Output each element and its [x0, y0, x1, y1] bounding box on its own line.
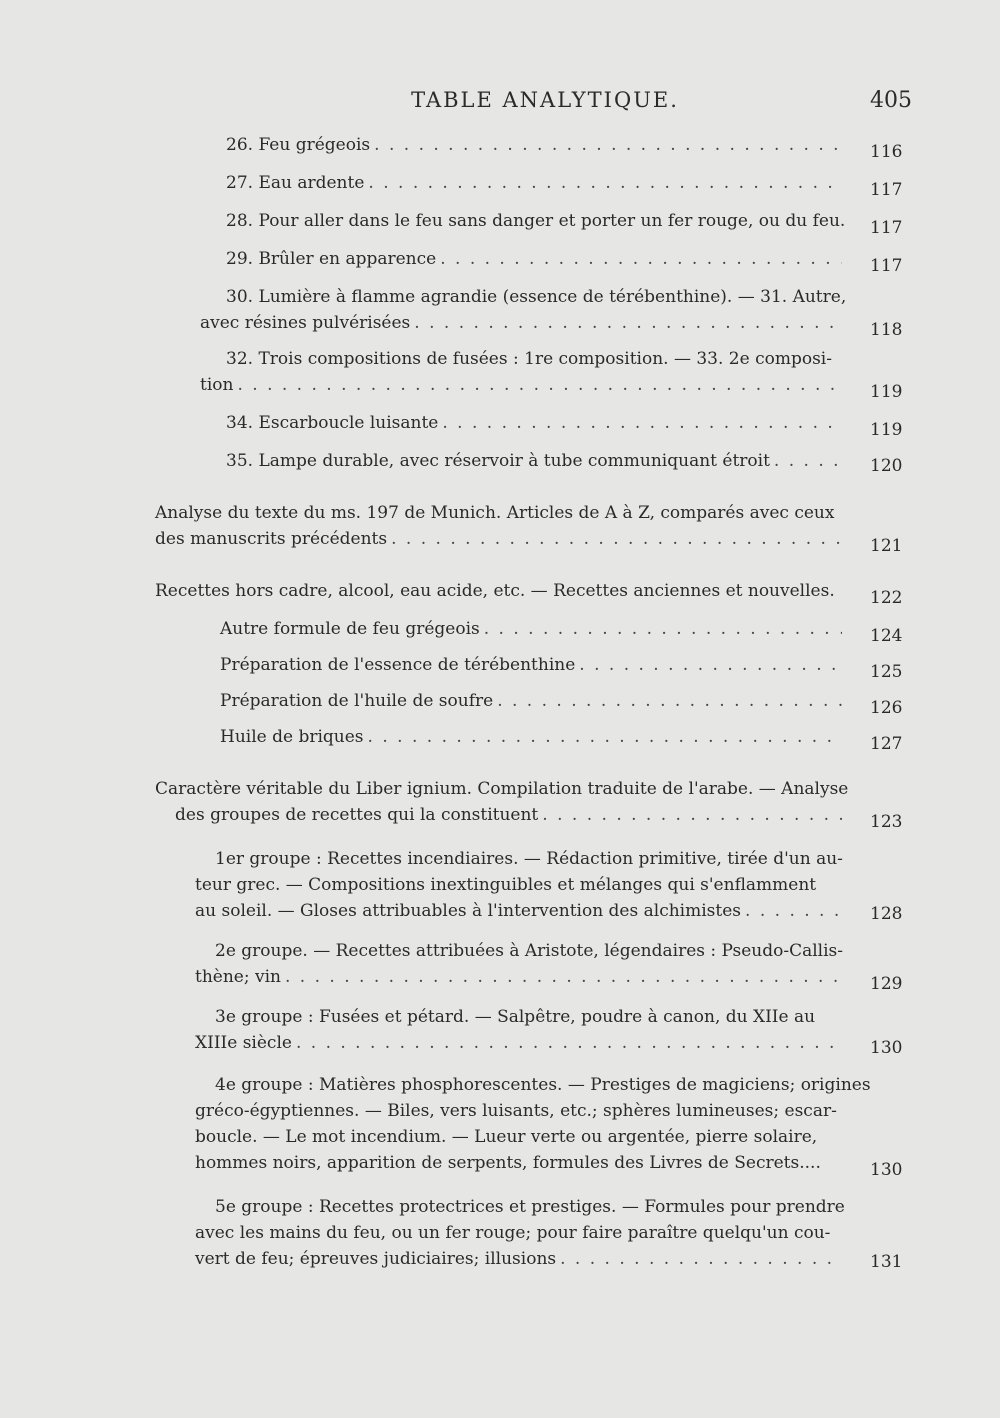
toc-entry: 30. Lumière à flamme agrandie (essence de térébenthine). — 31. Autre, avec résines pulvérisées . . . [200, 284, 846, 336]
toc-page-ref: 131 [870, 1252, 903, 1272]
running-title: TABLE ANALYTIQUE. [411, 88, 679, 112]
toc-page-ref: 123 [870, 812, 903, 832]
toc-page-ref: 129 [870, 974, 903, 994]
toc-entry: 29. Brûler en apparence . . . [226, 246, 846, 272]
toc-entry: Préparation de l'essence de térébenthine . . . [220, 652, 846, 678]
toc-page-ref: 128 [870, 904, 903, 924]
toc-page-ref: 122 [870, 588, 903, 608]
toc-page-ref: 130 [870, 1160, 903, 1180]
toc-page-ref: 120 [870, 456, 903, 476]
toc-entry: Préparation de l'huile de soufre . . . [220, 688, 846, 714]
toc-entry: Caractère véritable du Liber ignium. Compilation traduite de l'arabe. — Analyse des groupes de recettes qui la constituent . . . [155, 776, 846, 828]
toc-entry: Autre formule de feu grégeois . . . [220, 616, 846, 642]
toc-page-ref: 117 [870, 256, 903, 276]
toc-page-ref: 119 [870, 382, 903, 402]
toc-page-ref: 117 [870, 218, 903, 238]
toc-entry: 4e groupe : Matières phosphorescentes. — Prestiges de magiciens; origines gréco-égyptiennes. — Biles, vers luisants, etc.; sphères lumineuses; escar- boucle. — Le mot incendium. — Lueur verte ou argentée, pierre solaire, hommes noirs, apparition de serpents, formules des Livres de Secrets.... [195, 1075, 871, 1173]
page-number: 405 [870, 88, 912, 113]
toc-entry: 34. Escarboucle luisante . . . [226, 410, 846, 436]
toc-page-ref: 116 [870, 142, 903, 162]
toc-entry: 35. Lampe durable, avec réservoir à tube communiquant étroit . . . [226, 448, 846, 474]
toc-page-ref: 117 [870, 180, 903, 200]
toc-entry: 5e groupe : Recettes protectrices et prestiges. — Formules pour prendre avec les mains du feu, ou un fer rouge; pour faire paraître quelqu'un cou- vert de feu; épreuves judiciaires; illusions . . . [195, 1194, 846, 1272]
toc-entry: 26. Feu grégeois . . . [226, 132, 846, 158]
toc-page-ref: 130 [870, 1038, 903, 1058]
toc-page-ref: 127 [870, 734, 903, 754]
toc-page-ref: 119 [870, 420, 903, 440]
toc-entry: 2e groupe. — Recettes attribuées à Aristote, légendaires : Pseudo-Callis- thène; vin . . . [195, 938, 846, 990]
toc-page-ref: 125 [870, 662, 903, 682]
toc-entry: 3e groupe : Fusées et pétard. — Salpêtre, poudre à canon, du XIIe au XIIIe siècle . . . [195, 1004, 846, 1056]
toc-entry: 28. Pour aller dans le feu sans danger et porter un fer rouge, ou du feu. [226, 211, 846, 231]
toc-page-ref: 118 [870, 320, 903, 340]
toc-page-ref: 121 [870, 536, 903, 556]
toc-entry: Recettes hors cadre, alcool, eau acide, etc. — Recettes anciennes et nouvelles. [155, 581, 835, 601]
toc-entry: 27. Eau ardente . . . [226, 170, 846, 196]
toc-entry: Analyse du texte du ms. 197 de Munich. Articles de A à Z, comparés avec ceux des manuscrits précédents . . . [155, 500, 846, 552]
toc-entry: 32. Trois compositions de fusées : 1re composition. — 33. 2e composi- tion . . . [200, 346, 846, 398]
toc-page-ref: 126 [870, 698, 903, 718]
toc-entry: 1er groupe : Recettes incendiaires. — Rédaction primitive, tirée d'un au- teur grec. — Compositions inextinguibles et mélanges qui s'enflamment au soleil. — Gloses attribuables à l'intervention des alchimistes . . . [195, 846, 846, 924]
toc-page-ref: 124 [870, 626, 903, 646]
toc-entry: Huile de briques . . . [220, 724, 846, 750]
